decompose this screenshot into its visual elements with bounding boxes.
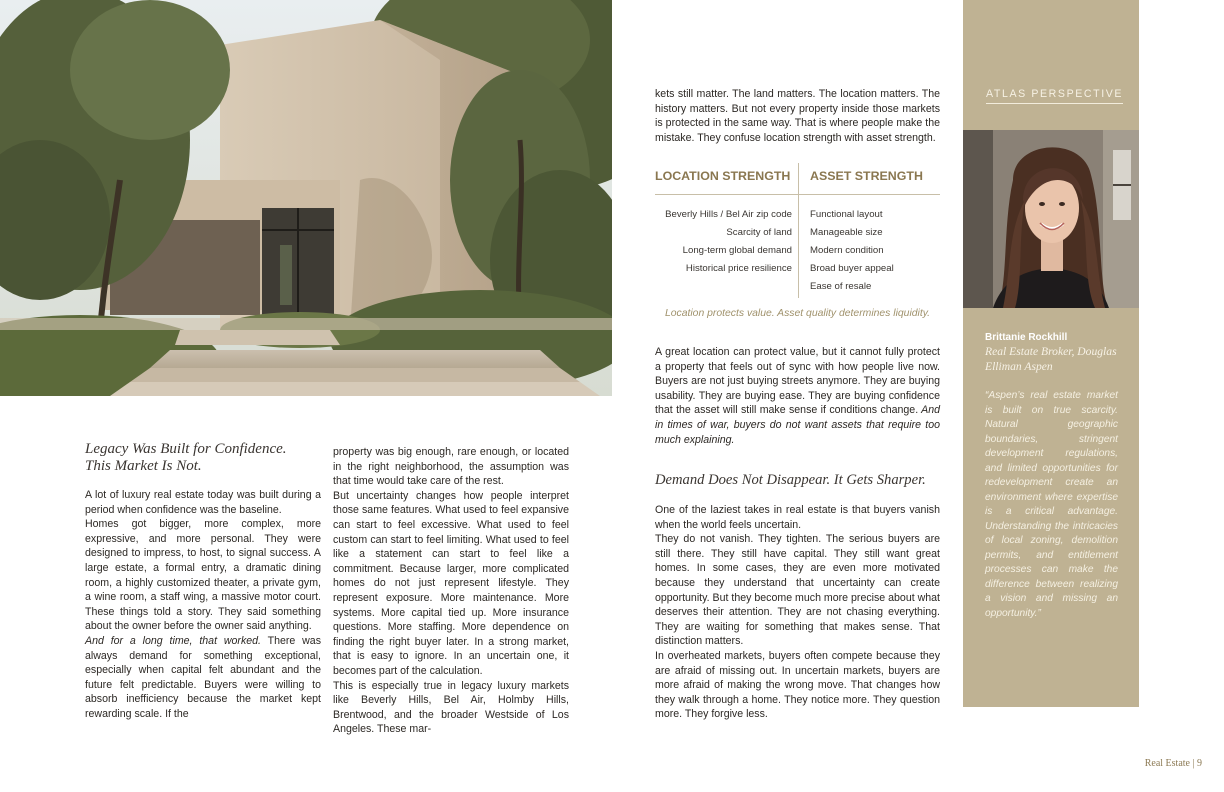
location-strength-header: LOCATION STRENGTH: [655, 163, 799, 194]
house-illustration: [0, 0, 612, 396]
list-item: Beverly Hills / Bel Air zip code: [665, 209, 792, 220]
list-item: Modern condition: [810, 245, 884, 256]
atlas-perspective-sidebar: [963, 0, 1139, 707]
list-item: Long-term global demand: [682, 245, 792, 256]
body-column-3-bottom: [655, 503, 940, 722]
list-item: Broad buyer appeal: [810, 263, 894, 274]
paragraph: In overheated markets, buyers often compete because they are afraid of missing out. In uncertain markets, buyers are more afraid of making the wrong move. That changes how they walk through a home. They notice more. They question more. They forgive less.: [655, 649, 940, 721]
comparison-header: [655, 163, 940, 195]
paragraph: They do not vanish. They tighten. The serious buyers are still there. They still have capital. They still want great homes. In some cases, they are even more motivated because they understand that uncertainty can create opportunity. But they become much more precise about what deserves their attention. They are not chasing everything. They are waiting for something that makes sense. That distinction matters.: [655, 533, 940, 648]
sidebar-label: ATLAS PERSPECTIVE: [986, 88, 1123, 104]
paragraph-text: There was always demand for something exceptional, especially when capital felt abundant and the future felt predictable. Buyers were willing to absorb inefficiency because the market kept rewarding scale. If the: [85, 634, 321, 720]
body-column-3-mid: [655, 345, 940, 447]
list-item: Historical price resilience: [685, 263, 792, 274]
comparison-caption: Location protects value. Asset quality determines liquidity.: [664, 308, 931, 319]
paragraph: [85, 634, 321, 722]
list-item: Manageable size: [810, 227, 883, 238]
location-strength-list: [655, 195, 799, 298]
body-column-1: [85, 488, 321, 722]
paragraph: kets still matter. The land matters. The location matters. The history matters. But not every property inside those markets is protected in the same way. That is where people make the mistake. They confuse location strength with asset strength.: [655, 88, 940, 144]
section-heading-legacy: [85, 441, 325, 475]
broker-title: Real Estate Broker, Douglas Elliman Aspen: [985, 345, 1117, 373]
list-item: Ease of resale: [810, 281, 872, 292]
body-column-3: [655, 87, 940, 145]
asset-strength-list: [799, 195, 894, 298]
portrait-illustration: [963, 130, 1139, 308]
comparison-table: [655, 163, 940, 298]
comparison-body: [655, 195, 940, 298]
broker-quote: “Aspen’s real estate market is built on true scarcity. Natural geographic boundaries, stringent development regulations, and limited opportunities for redevelopment create an environment where expertise is a critical advantage. Understanding the intricacies of local zoning, demolition permits, and entitlement processes can make the difference between realizing a vision and missing an opportunity.”: [985, 390, 1118, 619]
paragraph: property was big enough, rare enough, or located in the right neighborhood, the assumption was that time would take care of the rest.: [333, 446, 569, 488]
section-heading-demand: Demand Does Not Disappear. It Gets Sharper.: [655, 472, 926, 488]
broker-portrait: [963, 130, 1139, 308]
broker-name: Brittanie Rockhill: [985, 332, 1068, 343]
body-column-2: [333, 445, 569, 737]
paragraph-text: A great location can protect value, but it cannot fully protect a property that feels out of sync with how people live now. Buyers are not just buying streets anymore. They are buying usability. They are buying ease. They are buying confidence that the asset will still make sense if conditions change.: [655, 346, 940, 417]
hero-photo: [0, 0, 612, 396]
paragraph: One of the laziest takes in real estate is that buyers vanish when the world feels uncertain.: [655, 504, 940, 531]
page-folio: Real Estate | 9: [1144, 758, 1202, 769]
italic-lead: And for a long time, that worked.: [85, 634, 261, 647]
heading-line-2: This Market Is Not.: [85, 458, 202, 474]
heading-line-1: Legacy Was Built for Confidence.: [85, 441, 287, 457]
paragraph: But uncertainty changes how people interpret those same features. What used to feel expansive can start to feel excessive. What used to feel custom can start to feel limiting. What used to feel like a statement can start to feel like a commitment. Because larger, more complicated homes do not just represent lifestyle. They represent exposure. More maintenance. More systems. More capital tied up. More insurance questions. More staffing. More dependence on finding the right buyer later. In a strong market, that is easy to ignore. In an uncertain one, it becomes part of the calculation.: [333, 489, 569, 677]
paragraph: Homes got bigger, more complex, more expressive, and more personal. They were designed to impress, to host, to signal success. A large estate, a formal entry, a dramatic dining room, a highly customized theater, a private gym, a wine room, a staff wing, a massive motor court. These things told a story. They said something about the owner before the owner said anything.: [85, 518, 321, 633]
italic-text: And in times of war, buyers do not want assets that require too much explaining.: [655, 404, 941, 446]
list-item: Scarcity of land: [726, 227, 792, 238]
paragraph: [655, 345, 940, 447]
asset-strength-header: ASSET STRENGTH: [810, 169, 923, 183]
paragraph: This is especially true in legacy luxury markets like Beverly Hills, Bel Air, Holmby Hills, Brentwood, and the broader Westside of Los Angeles. These mar-: [333, 679, 569, 736]
paragraph: A lot of luxury real estate today was built during a period when confidence was the baseline.: [85, 489, 321, 516]
list-item: Functional layout: [810, 209, 883, 220]
